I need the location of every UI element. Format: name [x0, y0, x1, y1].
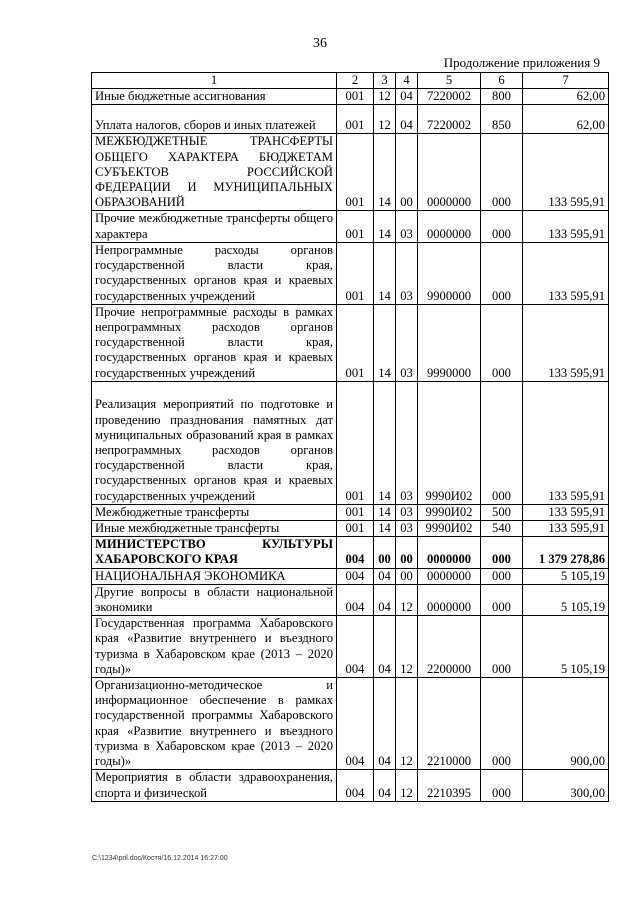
row-name-cell: Организационно-методическое и информационное обеспечение в рамках государственной программы Хабаровского края «Развитие внутреннего и въездного туризма в Хабаровском крае (2013 – 2020 годы)»	[92, 678, 337, 770]
table-row	[92, 770, 609, 801]
code-section-cell: 14	[374, 134, 396, 211]
code-section-cell: 14	[374, 304, 396, 381]
code-subsection-cell: 03	[396, 381, 418, 504]
code-expense-type-cell: 000	[481, 537, 523, 568]
amount-cell: 62,00	[523, 105, 609, 134]
code-ministry-cell: 004	[337, 616, 374, 678]
header-cell: 3	[374, 73, 396, 89]
row-name-cell: Другие вопросы в области национальной экономики	[92, 584, 337, 615]
code-expense-type-cell: 000	[481, 616, 523, 678]
code-ministry-cell: 004	[337, 770, 374, 801]
code-expense-type-cell: 000	[481, 381, 523, 504]
code-target-cell: 9990И02	[418, 381, 481, 504]
code-ministry-cell: 004	[337, 568, 374, 584]
code-ministry-cell: 001	[337, 211, 374, 242]
code-target-cell: 0000000	[418, 537, 481, 568]
code-ministry-cell: 001	[337, 242, 374, 304]
code-section-cell: 14	[374, 381, 396, 504]
amount-cell: 133 595,91	[523, 521, 609, 537]
code-target-cell: 9990И02	[418, 504, 481, 520]
code-section-cell: 04	[374, 584, 396, 615]
table-header-row	[92, 73, 609, 89]
code-expense-type-cell: 000	[481, 211, 523, 242]
header-cell: 1	[92, 73, 337, 89]
file-path-footer: C:\1234\pril.doc/Костя/16.12.2014 16:27:00	[92, 855, 228, 862]
table-row	[92, 242, 609, 304]
amount-cell: 5 105,19	[523, 616, 609, 678]
code-expense-type-cell: 850	[481, 105, 523, 134]
amount-cell: 300,00	[523, 770, 609, 801]
row-name-cell: НАЦИОНАЛЬНАЯ ЭКОНОМИКА	[92, 568, 337, 584]
table-row	[92, 105, 609, 134]
budget-table	[91, 72, 609, 802]
amount-cell: 133 595,91	[523, 381, 609, 504]
table-row	[92, 678, 609, 770]
code-ministry-cell: 001	[337, 521, 374, 537]
row-name-cell: Прочие межбюджетные трансферты общего характера	[92, 211, 337, 242]
code-subsection-cell: 00	[396, 134, 418, 211]
row-name-cell: МИНИСТЕРСТВО КУЛЬТУРЫ ХАБАРОВСКОГО КРАЯ	[92, 537, 337, 568]
row-name-cell: Реализация мероприятий по подготовке и проведению празднования памятных дат муниципальных образований края в рамках непрограммных расходов органов государственной власти края, государственных органов края и краевых государственных учреждений	[92, 381, 337, 504]
code-target-cell: 9990000	[418, 304, 481, 381]
amount-cell: 133 595,91	[523, 211, 609, 242]
code-section-cell: 14	[374, 242, 396, 304]
code-target-cell: 2200000	[418, 616, 481, 678]
code-ministry-cell: 001	[337, 381, 374, 504]
code-ministry-cell: 004	[337, 537, 374, 568]
row-name-cell: Уплата налогов, сборов и иных платежей	[92, 105, 337, 134]
continuation-caption: Продолжение приложения 9	[443, 55, 600, 70]
row-name-cell: Иные бюджетные ассигнования	[92, 89, 337, 105]
code-section-cell: 14	[374, 211, 396, 242]
table-row	[92, 89, 609, 105]
code-target-cell: 7220002	[418, 89, 481, 105]
code-subsection-cell: 03	[396, 504, 418, 520]
amount-cell: 133 595,91	[523, 242, 609, 304]
code-target-cell: 2210395	[418, 770, 481, 801]
header-cell: 6	[481, 73, 523, 89]
amount-cell: 133 595,91	[523, 134, 609, 211]
code-subsection-cell: 03	[396, 211, 418, 242]
code-expense-type-cell: 000	[481, 242, 523, 304]
code-section-cell: 04	[374, 568, 396, 584]
table-row	[92, 211, 609, 242]
code-subsection-cell: 12	[396, 770, 418, 801]
table-row	[92, 134, 609, 211]
table-row	[92, 616, 609, 678]
header-cell: 2	[337, 73, 374, 89]
row-name-cell: Иные межбюджетные трансферты	[92, 521, 337, 537]
code-ministry-cell: 001	[337, 105, 374, 134]
row-name-cell: Межбюджетные трансферты	[92, 504, 337, 520]
code-expense-type-cell: 000	[481, 678, 523, 770]
table-row	[92, 304, 609, 381]
code-expense-type-cell: 540	[481, 521, 523, 537]
header-cell: 5	[418, 73, 481, 89]
code-subsection-cell: 04	[396, 89, 418, 105]
row-name-cell: Непрограммные расходы органов государственной власти края, государственных органов края и краевых государственных учреждений	[92, 242, 337, 304]
code-target-cell: 0000000	[418, 568, 481, 584]
code-subsection-cell: 03	[396, 521, 418, 537]
amount-cell: 62,00	[523, 89, 609, 105]
table-row	[92, 521, 609, 537]
amount-cell: 900,00	[523, 678, 609, 770]
code-expense-type-cell: 500	[481, 504, 523, 520]
code-target-cell: 0000000	[418, 584, 481, 615]
code-subsection-cell: 12	[396, 678, 418, 770]
code-target-cell: 9900000	[418, 242, 481, 304]
table-row	[92, 584, 609, 615]
code-expense-type-cell: 000	[481, 134, 523, 211]
code-subsection-cell: 00	[396, 537, 418, 568]
table-row	[92, 568, 609, 584]
code-subsection-cell: 12	[396, 616, 418, 678]
table-row	[92, 381, 609, 504]
code-subsection-cell: 03	[396, 304, 418, 381]
header-cell: 4	[396, 73, 418, 89]
table-row	[92, 537, 609, 568]
header-cell: 7	[523, 73, 609, 89]
amount-cell: 133 595,91	[523, 304, 609, 381]
code-subsection-cell: 00	[396, 568, 418, 584]
code-subsection-cell: 12	[396, 584, 418, 615]
code-section-cell: 12	[374, 89, 396, 105]
code-section-cell: 04	[374, 616, 396, 678]
code-expense-type-cell: 000	[481, 584, 523, 615]
code-target-cell: 0000000	[418, 134, 481, 211]
code-section-cell: 04	[374, 678, 396, 770]
code-section-cell: 12	[374, 105, 396, 134]
code-ministry-cell: 004	[337, 678, 374, 770]
amount-cell: 5 105,19	[523, 584, 609, 615]
amount-cell: 5 105,19	[523, 568, 609, 584]
code-ministry-cell: 004	[337, 584, 374, 615]
page-number: 36	[313, 36, 327, 51]
row-name-cell: Мероприятия в области здравоохранения, спорта и физической	[92, 770, 337, 801]
amount-cell: 1 379 278,86	[523, 537, 609, 568]
code-section-cell: 14	[374, 521, 396, 537]
code-expense-type-cell: 000	[481, 568, 523, 584]
row-name-cell: Прочие непрограммные расходы в рамках непрограммных расходов органов государственной власти края, государственных органов края и краевых государственных учреждений	[92, 304, 337, 381]
code-target-cell: 9990И02	[418, 521, 481, 537]
table-row	[92, 504, 609, 520]
code-subsection-cell: 04	[396, 105, 418, 134]
code-section-cell: 00	[374, 537, 396, 568]
code-expense-type-cell: 800	[481, 89, 523, 105]
code-ministry-cell: 001	[337, 89, 374, 105]
row-name-cell: Государственная программа Хабаровского края «Развитие внутреннего и въездного туризма в Хабаровском крае (2013 – 2020 годы)»	[92, 616, 337, 678]
code-ministry-cell: 001	[337, 304, 374, 381]
code-subsection-cell: 03	[396, 242, 418, 304]
code-target-cell: 7220002	[418, 105, 481, 134]
code-target-cell: 0000000	[418, 211, 481, 242]
code-section-cell: 14	[374, 504, 396, 520]
row-name-cell: МЕЖБЮДЖЕТНЫЕ ТРАНСФЕРТЫ ОБЩЕГО ХАРАКТЕРА БЮДЖЕТАМ СУБЪЕКТОВ РОССИЙСКОЙ ФЕДЕРАЦИИ И МУНИЦИПАЛЬНЫХ ОБРАЗОВАНИЙ	[92, 134, 337, 211]
code-target-cell: 2210000	[418, 678, 481, 770]
amount-cell: 133 595,91	[523, 504, 609, 520]
code-expense-type-cell: 000	[481, 304, 523, 381]
code-ministry-cell: 001	[337, 134, 374, 211]
code-section-cell: 04	[374, 770, 396, 801]
code-ministry-cell: 001	[337, 504, 374, 520]
code-expense-type-cell: 000	[481, 770, 523, 801]
